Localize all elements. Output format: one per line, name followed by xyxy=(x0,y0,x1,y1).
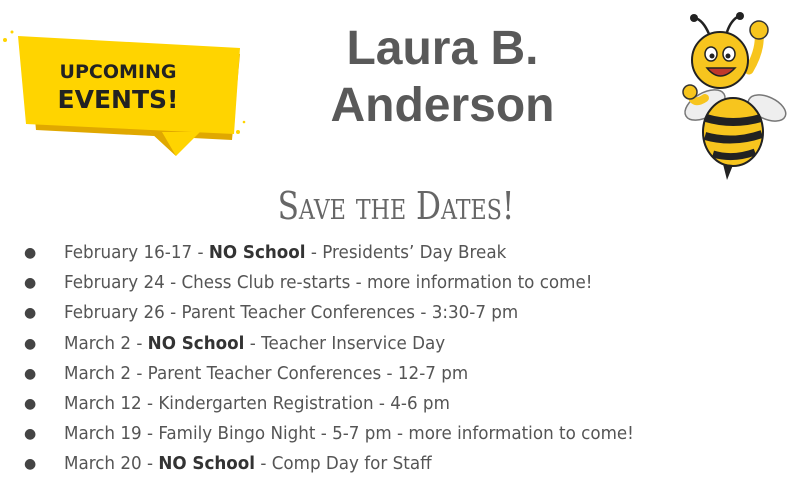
event-text-pre: March 12 - Kindergarten Registration - 4-6 pm xyxy=(64,392,450,414)
title-line2: Anderson xyxy=(330,79,555,132)
upcoming-events-banner xyxy=(0,22,250,162)
event-text-pre: February 24 - Chess Club re-starts - more information to come! xyxy=(64,272,593,294)
bullet-icon: ● xyxy=(24,456,37,473)
bullet-icon: ● xyxy=(24,365,37,382)
event-text xyxy=(64,238,506,268)
event-text xyxy=(64,419,634,449)
event-text-post: - Presidents’ Day Break xyxy=(305,242,507,263)
event-text xyxy=(64,329,445,359)
no-school-label: NO School xyxy=(147,332,245,354)
banner-line1: UPCOMING xyxy=(59,61,177,83)
bullet-icon: ● xyxy=(24,245,37,261)
bullet-icon: ● xyxy=(24,305,37,322)
no-school-label: NO School xyxy=(208,242,306,263)
page-title xyxy=(250,20,635,134)
event-text-post: - Comp Day for Staff xyxy=(255,453,432,475)
event-text xyxy=(64,449,432,479)
event-text xyxy=(64,389,450,419)
event-text-post: - Teacher Inservice Day xyxy=(244,332,446,354)
event-text-pre: February 16-17 - xyxy=(64,242,209,263)
bullet-icon: ● xyxy=(24,426,37,443)
event-text-pre: March 19 - Family Bingo Night - 5-7 pm - more information to come! xyxy=(64,423,634,445)
event-text-pre: March 2 - Parent Teacher Conferences - 12-7 pm xyxy=(64,362,469,384)
banner-line2: EVENTS! xyxy=(57,85,179,114)
event-text xyxy=(64,268,593,298)
bullet-icon: ● xyxy=(24,335,37,352)
event-text xyxy=(64,298,518,328)
title-line1: Laura B. xyxy=(346,22,539,75)
bullet-icon: ● xyxy=(24,275,37,292)
bee-mascot-icon xyxy=(675,10,790,180)
event-text-pre: March 20 - xyxy=(64,453,159,475)
event-text xyxy=(64,359,468,389)
bullet-icon: ● xyxy=(24,395,37,412)
save-the-dates-heading: Save the Dates! xyxy=(277,184,515,228)
no-school-label: NO School xyxy=(158,453,256,475)
event-text-pre: March 2 - xyxy=(64,332,148,354)
event-text-pre: February 26 - Parent Teacher Conferences - 3:30-7 pm xyxy=(64,302,519,324)
